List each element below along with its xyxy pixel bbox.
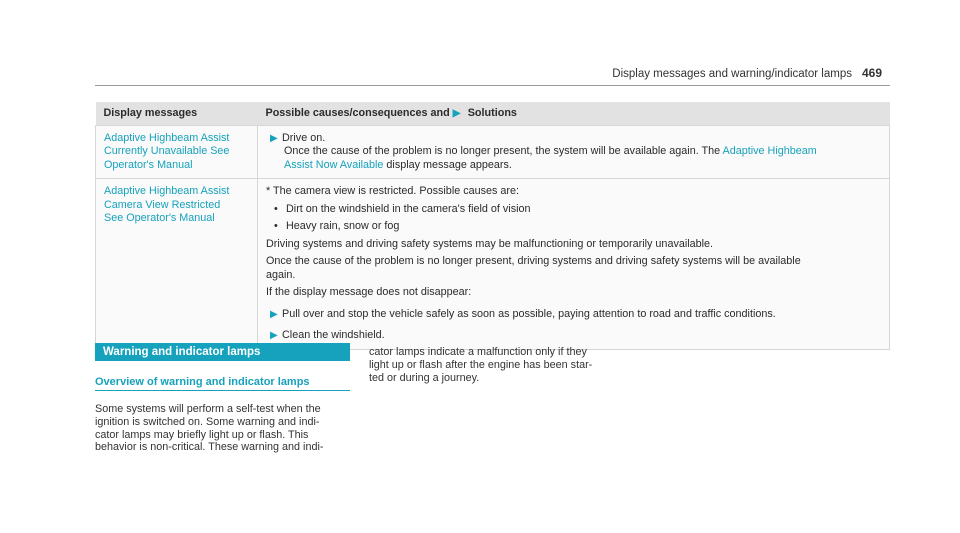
step-arrow-icon: ▶: [270, 132, 278, 144]
body-text-left: [95, 403, 360, 454]
message-line: Adaptive Highbeam Assist: [104, 131, 230, 144]
list-item-text: Dirt on the windshield in the camera's field of vision: [286, 202, 531, 215]
table-row: [96, 125, 890, 179]
list-item-text: Heavy rain, snow or fog: [286, 220, 400, 232]
solution-arrow-icon: ▶: [452, 108, 461, 119]
bullet-icon: •: [274, 220, 278, 232]
col-header-solutions-label: Solutions: [467, 107, 517, 119]
solution-cell: [258, 179, 890, 350]
step-text: Clean the windshield.: [282, 329, 385, 341]
message-line: Currently Unavailable See: [104, 145, 230, 157]
message-line: Camera View Restricted: [104, 198, 221, 211]
message-cell: [96, 125, 258, 179]
solution-cell: [258, 125, 890, 179]
header-divider: [95, 85, 890, 86]
paragraph: If the display message does not disappear:: [266, 286, 472, 298]
cause-text: * The camera view is restricted. Possible causes are:: [266, 185, 520, 197]
section-title: Warning and indicator lamps: [95, 343, 350, 361]
solution-text: display message appears.: [386, 158, 512, 171]
message-line: Operator's Manual: [104, 158, 193, 171]
message-reference: Assist Now Available: [284, 158, 384, 171]
text-line: ignition is switched on. Some warning and indi-: [95, 415, 320, 428]
step-arrow-icon: ▶: [270, 308, 278, 320]
bullet-icon: •: [274, 202, 278, 215]
message-cell: [96, 179, 258, 350]
body-text-right: [369, 346, 639, 384]
col-header-causes-label: Possible causes/consequences and: [265, 107, 450, 119]
paragraph: Driving systems and driving safety systems may be malfunctioning or temporarily unavailable.: [266, 237, 714, 250]
running-header: [612, 66, 882, 80]
display-messages-table: [95, 102, 890, 350]
message-line: Adaptive Highbeam Assist: [104, 185, 230, 197]
text-line: cator lamps indicate a malfunction only if they: [369, 346, 587, 358]
text-line: behavior is non-critical. These warning and indi-: [95, 441, 324, 454]
message-reference: Adaptive Highbeam: [722, 145, 817, 157]
list-item: [266, 220, 881, 234]
col-header-messages: Display messages: [96, 102, 258, 125]
header-title: Display messages and warning/indicator lamps: [612, 68, 852, 80]
solution-text: Once the cause of the problem is no longer present, the system will be available again. The: [284, 145, 721, 157]
col-header-causes: [258, 102, 890, 125]
step-text: Pull over and stop the vehicle safely as soon as possible, paying attention to road and traffic conditions.: [282, 307, 776, 320]
table-row: [96, 179, 890, 350]
step-arrow-icon: ▶: [270, 330, 278, 341]
text-line: ted or during a journey.: [369, 371, 480, 384]
message-line: See Operator's Manual: [104, 212, 215, 224]
list-item: [266, 203, 881, 217]
paragraph: again.: [266, 268, 296, 281]
page-number: 469: [861, 66, 882, 80]
text-line: cator lamps may briefly light up or flash. This: [95, 428, 309, 441]
solution-paragraph: [266, 145, 881, 172]
table-header-row: [96, 102, 890, 125]
step-text: Drive on.: [282, 131, 326, 144]
paragraph: Once the cause of the problem is no longer present, driving systems and driving safety systems will be available: [266, 255, 801, 267]
text-line: light up or flash after the engine has been star-: [369, 358, 593, 371]
text-line: Some systems will perform a self-test when the: [95, 403, 321, 415]
section-subtitle: Overview of warning and indicator lamps: [95, 376, 350, 391]
